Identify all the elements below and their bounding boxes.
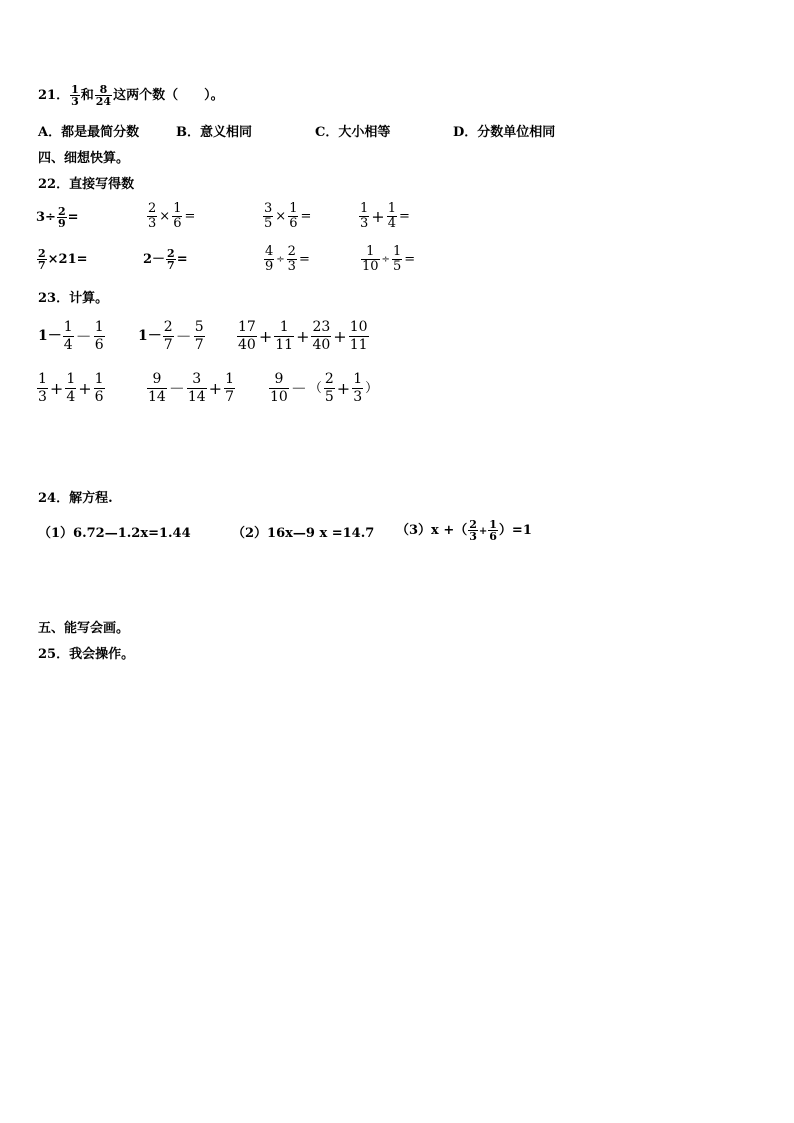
q22-item: $\frac{1}{3}$ + $\frac{1}{4}$ = — [360, 201, 410, 231]
q22-item: $\frac{2}{7}$ ×21= — [38, 247, 88, 272]
fraction: $\frac{1}{11}$ — [275, 319, 294, 353]
q22-item: $\frac{2}{3}$ × $\frac{1}{6}$ = — [148, 201, 196, 231]
fraction: $\frac{8}{24}$ — [95, 83, 112, 108]
fraction: $\frac{1}{3}$ — [71, 83, 79, 108]
q22-item: $\frac{1}{10}$ ÷ $\frac{1}{5}$ = — [362, 244, 416, 274]
section-heading: 五、能写会画。 — [38, 621, 130, 636]
q24-equation-2: （2）16x—9 x =14.7 — [232, 526, 375, 541]
question-number: 21． — [38, 88, 70, 103]
question-text: 这两个数（ ）。 — [113, 88, 224, 103]
fraction: $\frac{23}{40}$ — [312, 319, 331, 353]
q22-title: 22．直接写得数 — [38, 177, 135, 192]
fraction: $\frac{3}{14}$ — [187, 371, 206, 405]
fraction: $\frac{3}{5}$ — [264, 201, 273, 231]
fraction: $\frac{1}{4}$ — [66, 371, 76, 405]
q23-expression: $\frac{17}{40}$ + $\frac{1}{11}$ + $\frac{23}{40}$ + $\frac{10}{11}$ — [238, 319, 368, 353]
q25-title: 25．我会操作。 — [38, 647, 135, 662]
fraction: $\frac{1}{3}$ — [353, 371, 363, 405]
q22-item: $\frac{3}{5}$ × $\frac{1}{6}$ = — [264, 201, 312, 231]
fraction: $\frac{2}{7}$ — [167, 247, 175, 272]
q22-item: 2－ $\frac{2}{7}$ = — [143, 247, 188, 272]
q24-equation-1: （1）6.72—1.2x=1.44 — [38, 526, 191, 541]
fraction: $\frac{1}{3}$ — [360, 201, 369, 231]
fraction: $\frac{2}{5}$ — [324, 371, 334, 405]
q21-option-b[interactable]: B．意义相同 — [176, 125, 252, 140]
fraction: $\frac{1}{3}$ — [38, 371, 47, 405]
fraction: $\frac{9}{14}$ — [148, 371, 166, 405]
fraction: $\frac{2}{3}$ — [148, 201, 157, 231]
fraction: $\frac{1}{6}$ — [289, 201, 298, 231]
q21-option-c[interactable]: C．大小相等 — [315, 125, 391, 140]
fraction: $\frac{2}{9}$ — [57, 205, 66, 230]
fraction: $\frac{1}{6}$ — [489, 518, 497, 543]
fraction: $\frac{2}{7}$ — [163, 319, 173, 353]
q24-title: 24．解方程. — [38, 491, 113, 506]
q23-expression: $\frac{9}{10}$ － （ $\frac{2}{5}$ + $\frac{1}{3}$ ） — [270, 371, 379, 405]
fraction: $\frac{1}{5}$ — [392, 244, 402, 274]
q23-expression: 1－ $\frac{1}{4}$ － $\frac{1}{6}$ — [38, 319, 104, 353]
q23-expression: $\frac{9}{14}$ － $\frac{3}{14}$ + $\frac{1}{7}$ — [148, 371, 234, 405]
q23-title: 23．计算。 — [38, 291, 109, 306]
fraction: $\frac{2}{7}$ — [38, 247, 46, 272]
q21-option-d[interactable]: D．分数单位相同 — [453, 125, 556, 140]
fraction: $\frac{1}{4}$ — [63, 319, 73, 353]
q22-item: 3÷ $\frac{2}{9}$ = — [36, 205, 79, 230]
fraction: $\frac{10}{11}$ — [349, 319, 368, 353]
fraction: $\frac{2}{3}$ — [469, 518, 477, 543]
q21-stem — [38, 84, 224, 107]
fraction: $\frac{1}{7}$ — [225, 371, 234, 405]
fraction: $\frac{1}{6}$ — [173, 201, 182, 231]
q23-expression: $\frac{1}{3}$ + $\frac{1}{4}$ + $\frac{1}{6}$ — [38, 371, 104, 405]
fraction: $\frac{2}{3}$ — [287, 244, 296, 274]
section-heading: 四、细想快算。 — [38, 151, 130, 166]
fraction: $\frac{1}{6}$ — [94, 371, 104, 405]
fraction: $\frac{1}{4}$ — [387, 201, 396, 231]
q24-equation-3: （3）x +（ $\frac{2}{3}$ + $\frac{1}{6}$ ）=1 — [396, 518, 532, 543]
fraction: $\frac{9}{10}$ — [270, 371, 288, 405]
q22-item: $\frac{4}{9}$ ÷ $\frac{2}{3}$ = — [265, 244, 310, 274]
fraction: $\frac{5}{7}$ — [194, 319, 204, 353]
fraction: $\frac{4}{9}$ — [265, 244, 274, 274]
fraction: $\frac{17}{40}$ — [238, 319, 256, 353]
fraction: $\frac{1}{6}$ — [94, 319, 104, 353]
q21-option-a[interactable]: A．都是最简分数 — [38, 125, 140, 140]
q23-expression: 1－ $\frac{2}{7}$ － $\frac{5}{7}$ — [138, 319, 204, 353]
conjunction: 和 — [80, 88, 94, 103]
fraction: $\frac{1}{10}$ — [362, 244, 379, 274]
